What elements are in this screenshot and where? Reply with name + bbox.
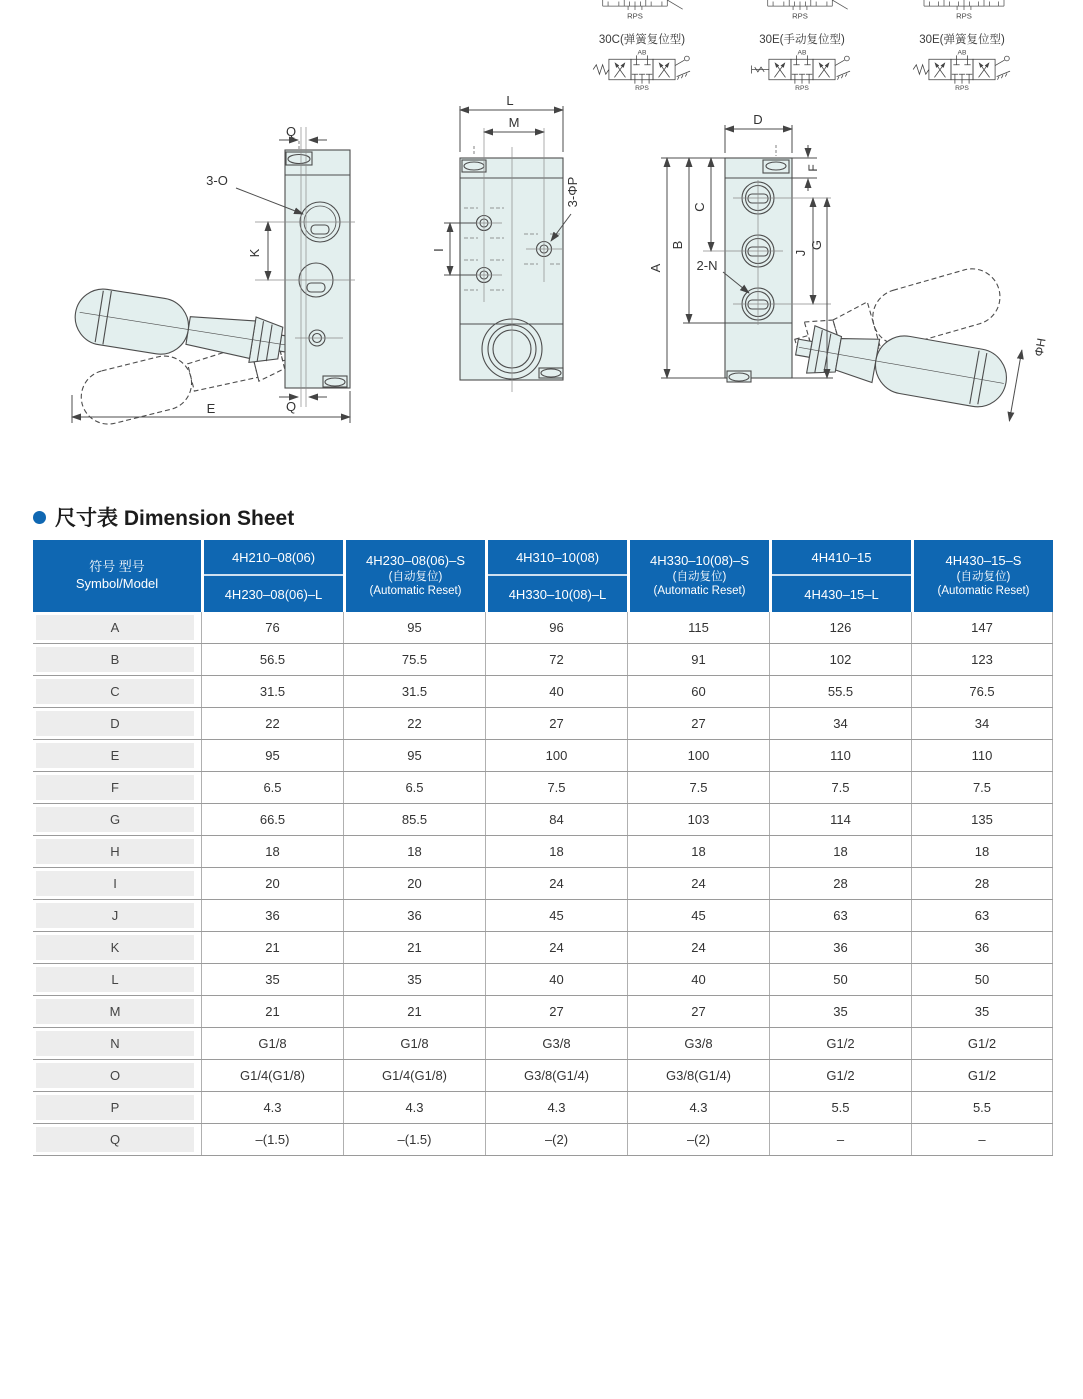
dim-cell: G3/8(G1/4) bbox=[627, 1060, 769, 1091]
dim-cell: 6.5 bbox=[343, 772, 485, 803]
row-label: M bbox=[33, 996, 201, 1027]
bullet-dot-icon bbox=[33, 511, 46, 524]
side-view-right-drawing bbox=[645, 95, 1083, 440]
dim-cell: 35 bbox=[201, 964, 343, 995]
valve-symbol-partial bbox=[748, 0, 852, 20]
row-label: C bbox=[33, 676, 201, 707]
table-row bbox=[33, 612, 1053, 644]
row-label: K bbox=[33, 932, 201, 963]
dim-cell: 100 bbox=[485, 740, 627, 771]
dim-cell: 27 bbox=[627, 708, 769, 739]
dim-label-f: F bbox=[806, 164, 820, 172]
dim-cell: 4.3 bbox=[343, 1092, 485, 1123]
dim-cell: 100 bbox=[627, 740, 769, 771]
table-row bbox=[33, 1092, 1053, 1124]
row-label: D bbox=[33, 708, 201, 739]
row-label: F bbox=[33, 772, 201, 803]
dim-cell: 7.5 bbox=[627, 772, 769, 803]
section-title-text: 尺寸表 Dimension Sheet bbox=[55, 507, 295, 530]
dim-cell: 18 bbox=[911, 836, 1053, 867]
dim-cell: 20 bbox=[201, 868, 343, 899]
dim-cell: 34 bbox=[769, 708, 911, 739]
dim-cell: 55.5 bbox=[769, 676, 911, 707]
header-col-4h410 bbox=[772, 540, 911, 612]
dim-cell: 31.5 bbox=[343, 676, 485, 707]
side-view-left-drawing bbox=[55, 95, 405, 445]
dim-cell: G1/8 bbox=[343, 1028, 485, 1059]
dim-cell: 36 bbox=[201, 900, 343, 931]
dim-cell: 66.5 bbox=[201, 804, 343, 835]
dim-label-e: E bbox=[206, 401, 216, 416]
model-line: (Automatic Reset) bbox=[937, 585, 1030, 598]
valve-symbol-title: 30E(弹簧复位型) bbox=[919, 34, 1005, 46]
dim-cell: 76.5 bbox=[911, 676, 1053, 707]
ports-label: AB bbox=[797, 49, 807, 57]
model-top: 4H410–15 bbox=[772, 540, 911, 576]
dim-cell: 18 bbox=[769, 836, 911, 867]
dim-cell: 24 bbox=[627, 868, 769, 899]
table-row bbox=[33, 900, 1053, 932]
dim-cell: 110 bbox=[911, 740, 1053, 771]
dim-label-2-n: 2-N bbox=[696, 258, 718, 273]
table-row bbox=[33, 932, 1053, 964]
dim-label-i: I bbox=[431, 248, 446, 252]
dim-label-a: A bbox=[648, 263, 663, 273]
valve-symbol-title: 30C(弹簧复位型) bbox=[598, 34, 686, 46]
dim-cell: 75.5 bbox=[343, 644, 485, 675]
dim-cell: 18 bbox=[627, 836, 769, 867]
ports-label: RPS bbox=[627, 11, 643, 20]
model-bottom: 4H430–15–L bbox=[804, 586, 879, 602]
dim-cell: 34 bbox=[911, 708, 1053, 739]
dim-label-d: D bbox=[753, 112, 763, 127]
dim-cell: 36 bbox=[911, 932, 1053, 963]
dim-cell: 5.5 bbox=[769, 1092, 911, 1123]
dim-cell: 63 bbox=[911, 900, 1053, 931]
row-label: P bbox=[33, 1092, 201, 1123]
dim-label-phi-h: ΦH bbox=[1031, 337, 1049, 358]
valve-symbol-30c-spring bbox=[572, 31, 712, 96]
dim-cell: – bbox=[911, 1124, 1053, 1155]
dim-cell: 27 bbox=[627, 996, 769, 1027]
dim-cell: 31.5 bbox=[201, 676, 343, 707]
header-col-4h210 bbox=[204, 540, 343, 612]
model-bottom: 4H230–08(06)–L bbox=[224, 586, 323, 602]
dim-cell: 4.3 bbox=[627, 1092, 769, 1123]
dim-cell: 84 bbox=[485, 804, 627, 835]
dim-cell: –(1.5) bbox=[201, 1124, 343, 1155]
dim-cell: 24 bbox=[627, 932, 769, 963]
ports-label: AB bbox=[957, 49, 967, 57]
model-line: (自动复位) bbox=[388, 570, 443, 583]
dim-cell: G1/4(G1/8) bbox=[201, 1060, 343, 1091]
dim-cell: 36 bbox=[343, 900, 485, 931]
dim-cell: 96 bbox=[485, 612, 627, 643]
row-label: N bbox=[33, 1028, 201, 1059]
model-top: 4H210–08(06) bbox=[204, 540, 343, 576]
dim-cell: 50 bbox=[911, 964, 1053, 995]
dim-label-3-o: 3-O bbox=[206, 173, 228, 188]
table-row bbox=[33, 836, 1053, 868]
dim-cell: 63 bbox=[769, 900, 911, 931]
table-row bbox=[33, 708, 1053, 740]
dim-cell: 21 bbox=[201, 932, 343, 963]
valve-symbol-30e-manual bbox=[732, 31, 872, 96]
header-symbol-model-zh: 符号 型号 bbox=[89, 559, 145, 575]
dim-cell: 95 bbox=[343, 612, 485, 643]
dim-cell: 35 bbox=[769, 996, 911, 1027]
dim-cell: 4.3 bbox=[201, 1092, 343, 1123]
dim-cell: 110 bbox=[769, 740, 911, 771]
dim-label-q-bottom: Q bbox=[285, 399, 297, 414]
dim-cell: 24 bbox=[485, 932, 627, 963]
header-symbol-model bbox=[33, 540, 201, 612]
dim-cell: 18 bbox=[485, 836, 627, 867]
row-label: L bbox=[33, 964, 201, 995]
dim-cell: G3/8 bbox=[485, 1028, 627, 1059]
header-col-4h310 bbox=[488, 540, 627, 612]
model-line: (自动复位) bbox=[956, 570, 1011, 583]
ports-label: RPS bbox=[795, 84, 809, 91]
dim-cell: 50 bbox=[769, 964, 911, 995]
table-row bbox=[33, 1060, 1053, 1092]
dim-cell: 60 bbox=[627, 676, 769, 707]
dim-cell: 4.3 bbox=[485, 1092, 627, 1123]
table-row bbox=[33, 804, 1053, 836]
dim-label-m: M bbox=[508, 115, 520, 130]
dim-cell: G1/4(G1/8) bbox=[343, 1060, 485, 1091]
dim-cell: 27 bbox=[485, 996, 627, 1027]
dim-cell: 18 bbox=[201, 836, 343, 867]
dim-cell: 21 bbox=[201, 996, 343, 1027]
dim-cell: – bbox=[769, 1124, 911, 1155]
row-label: O bbox=[33, 1060, 201, 1091]
model-bottom: 4H330–10(08)–L bbox=[508, 586, 607, 602]
dim-cell: 21 bbox=[343, 996, 485, 1027]
dim-cell: 76 bbox=[201, 612, 343, 643]
dim-cell: 7.5 bbox=[911, 772, 1053, 803]
dim-cell: 85.5 bbox=[343, 804, 485, 835]
table-row bbox=[33, 772, 1053, 804]
dim-cell: G3/8 bbox=[627, 1028, 769, 1059]
dim-cell: 56.5 bbox=[201, 644, 343, 675]
dim-cell: 114 bbox=[769, 804, 911, 835]
valve-body bbox=[460, 158, 563, 380]
dim-cell: 28 bbox=[911, 868, 1053, 899]
ports-label: RPS bbox=[955, 84, 969, 91]
dim-cell: 72 bbox=[485, 644, 627, 675]
dim-cell: 21 bbox=[343, 932, 485, 963]
dim-cell: 40 bbox=[485, 676, 627, 707]
dim-cell: 24 bbox=[485, 868, 627, 899]
dim-cell: 18 bbox=[343, 836, 485, 867]
row-label: Q bbox=[33, 1124, 201, 1155]
dim-cell: 103 bbox=[627, 804, 769, 835]
dim-cell: 91 bbox=[627, 644, 769, 675]
dim-label-k: K bbox=[247, 248, 262, 258]
valve-schematic bbox=[750, 48, 854, 91]
dim-cell: G1/2 bbox=[911, 1028, 1053, 1059]
dim-cell: 27 bbox=[485, 708, 627, 739]
dim-label-b: B bbox=[670, 240, 685, 250]
header-col-4h330s bbox=[630, 540, 769, 612]
dim-cell: 20 bbox=[343, 868, 485, 899]
table-row bbox=[33, 676, 1053, 708]
dim-label-l: L bbox=[506, 93, 514, 108]
model-line: 4H330–10(08)–S bbox=[649, 552, 750, 568]
dim-cell: 28 bbox=[769, 868, 911, 899]
dim-cell: 95 bbox=[201, 740, 343, 771]
dim-cell: 36 bbox=[769, 932, 911, 963]
dim-cell: 102 bbox=[769, 644, 911, 675]
model-line: 4H430–15–S bbox=[945, 552, 1022, 568]
dim-cell: G1/8 bbox=[201, 1028, 343, 1059]
row-label: G bbox=[33, 804, 201, 835]
dim-cell: 126 bbox=[769, 612, 911, 643]
dim-cell: 5.5 bbox=[911, 1092, 1053, 1123]
ports-label: RPS bbox=[792, 11, 808, 20]
table-row bbox=[33, 964, 1053, 996]
row-label: J bbox=[33, 900, 201, 931]
dimension-table bbox=[33, 540, 1053, 1156]
table-row bbox=[33, 1028, 1053, 1060]
dim-cell: 123 bbox=[911, 644, 1053, 675]
row-label: B bbox=[33, 644, 201, 675]
row-label: I bbox=[33, 868, 201, 899]
header-symbol-model-en: Symbol/Model bbox=[75, 576, 159, 591]
dim-cell: 22 bbox=[343, 708, 485, 739]
table-body bbox=[33, 612, 1053, 1156]
row-label: E bbox=[33, 740, 201, 771]
valve-schematic bbox=[590, 48, 694, 91]
table-row bbox=[33, 1124, 1053, 1156]
ports-label: AB bbox=[637, 49, 647, 57]
dim-cell: 45 bbox=[627, 900, 769, 931]
dim-cell: 147 bbox=[911, 612, 1053, 643]
table-row bbox=[33, 740, 1053, 772]
dim-cell: 7.5 bbox=[769, 772, 911, 803]
dim-cell: G1/2 bbox=[769, 1028, 911, 1059]
model-line: 4H230–08(06)–S bbox=[365, 552, 466, 568]
table-header bbox=[33, 540, 1053, 612]
model-line: (Automatic Reset) bbox=[653, 585, 746, 598]
valve-symbol-title: 30E(手动复位型) bbox=[759, 34, 845, 46]
dim-cell: 40 bbox=[485, 964, 627, 995]
dim-label-j: J bbox=[793, 249, 808, 257]
dim-label-c: C bbox=[692, 202, 707, 212]
dim-cell: –(1.5) bbox=[343, 1124, 485, 1155]
dim-cell: G1/2 bbox=[911, 1060, 1053, 1091]
valve-symbol-partial bbox=[908, 0, 1020, 20]
model-top: 4H310–10(08) bbox=[488, 540, 627, 576]
dim-cell: G1/2 bbox=[769, 1060, 911, 1091]
valve-schematic bbox=[910, 48, 1014, 91]
dim-cell: 35 bbox=[343, 964, 485, 995]
table-row bbox=[33, 868, 1053, 900]
row-label: H bbox=[33, 836, 201, 867]
dim-cell: 22 bbox=[201, 708, 343, 739]
dim-cell: 115 bbox=[627, 612, 769, 643]
table-row bbox=[33, 644, 1053, 676]
row-label: A bbox=[33, 612, 201, 643]
front-view-drawing bbox=[430, 92, 660, 437]
dim-cell: 6.5 bbox=[201, 772, 343, 803]
model-line: (Automatic Reset) bbox=[369, 585, 462, 598]
model-line: (自动复位) bbox=[672, 570, 727, 583]
table-row bbox=[33, 996, 1053, 1028]
dim-label-q-top: Q bbox=[285, 124, 297, 139]
hand-lever bbox=[791, 312, 1022, 421]
valve-symbol-30e-spring bbox=[892, 31, 1032, 96]
ports-label: RPS bbox=[635, 84, 649, 91]
dim-cell: 40 bbox=[627, 964, 769, 995]
dim-label-3-phi-p: 3-ΦP bbox=[565, 176, 580, 208]
header-col-4h430s bbox=[914, 540, 1053, 612]
dim-cell: –(2) bbox=[627, 1124, 769, 1155]
dim-cell: 135 bbox=[911, 804, 1053, 835]
dim-cell: 95 bbox=[343, 740, 485, 771]
dim-cell: –(2) bbox=[485, 1124, 627, 1155]
dim-cell: 45 bbox=[485, 900, 627, 931]
section-title bbox=[33, 502, 294, 532]
header-col-4h230s bbox=[346, 540, 485, 612]
valve-symbol-partial bbox=[583, 0, 687, 20]
dim-cell: 7.5 bbox=[485, 772, 627, 803]
dim-cell: 35 bbox=[911, 996, 1053, 1027]
dim-cell: G3/8(G1/4) bbox=[485, 1060, 627, 1091]
dim-label-g: G bbox=[809, 239, 824, 251]
ports-label: RPS bbox=[956, 11, 972, 20]
